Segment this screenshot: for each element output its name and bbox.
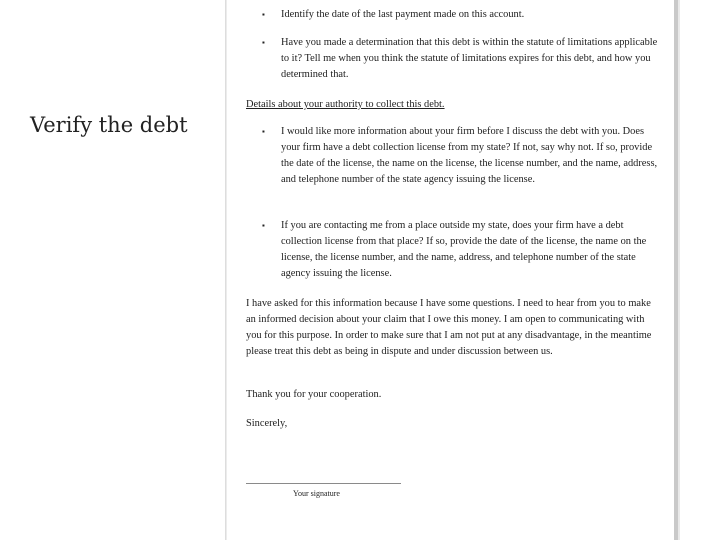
bullet-icon: ▪ [262,127,265,136]
closing-paragraph: I have asked for this information because I have some questions. I need to hear from you to make an informed decision about your claim that I owe this money. I am open to communicating with you for this purpose. In order to make sure that I am not put at any disadvantage, in the meantime please treat this debt as being in dispute and under discussion between us. [246,298,652,357]
page-left-edge [225,0,227,540]
signoff: Sincerely, [246,418,288,429]
thanks-line: Thank you for your cooperation. [246,389,382,400]
slide-title: Verify the debt [30,113,188,137]
bullet-text: Identify the date of the last payment made on this account. [281,9,525,20]
signature-label: Your signature [293,489,340,498]
signature-line [246,483,401,484]
bullet-icon: ▪ [262,10,265,19]
letter-page [246,0,662,540]
page-right-edge-shadow [678,0,680,540]
bullet-text: If you are contacting me from a place outside my state, does your firm have a debt collection license from that place? If so, provide the date of the license, the name on the license, the license number, and the name, address, and telephone number of the state agency issuing the license. [281,220,647,279]
bullet-text: I would like more information about your firm before I discuss the debt with you. Does your firm have a debt collection license from my state? If not, say why not. If so, provide the date of the license, the name on the license, the license number, and the name, address, and telephone number of the state agency issuing the license. [281,126,658,185]
bullet-icon: ▪ [262,38,265,47]
bullet-text: Have you made a determination that this debt is within the statute of limitations applicable to it? Tell me when you think the statute of limitations expires for this debt, and how you determined that. [281,37,658,80]
section-heading-authority: Details about your authority to collect this debt. [246,99,445,110]
bullet-icon: ▪ [262,221,265,230]
